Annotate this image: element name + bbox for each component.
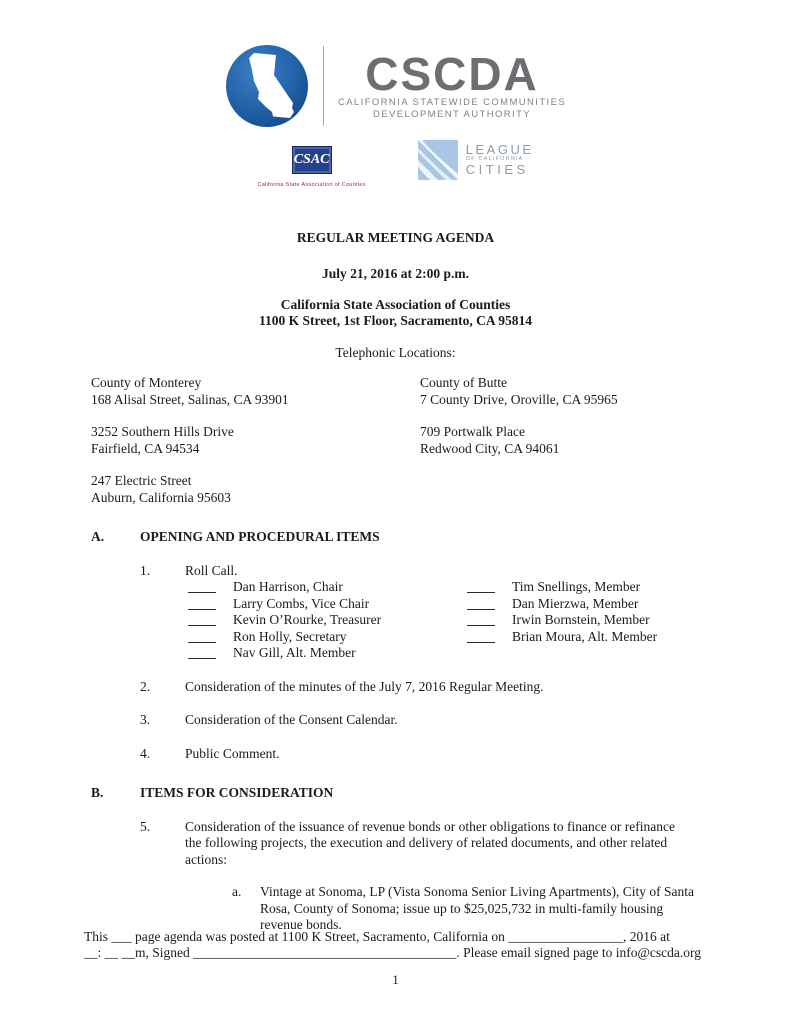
telephonic-locations-list [91,375,701,506]
rollcall-name: Ron Holly, Secretary [233,628,347,644]
header-logos [0,0,791,194]
rollcall-blank [188,579,216,593]
item-number: 1. [140,562,151,578]
item-text: Consideration of the Consent Calendar. [185,712,398,727]
rollcall-row [188,645,791,662]
item-number: 3. [140,712,151,727]
agenda-item-5 [140,819,791,869]
item-number: 4. [140,745,151,761]
posting-notice [84,929,724,961]
rollcall-row [188,629,791,646]
item-number: 2. [140,678,151,694]
venue-name: California State Association of Counties [280,296,511,312]
agenda-item-2 [140,679,791,696]
location-entry [420,375,701,408]
section-b-letter: B. [91,785,104,800]
item-text: Consideration of the issuance of revenue bonds or other obligations to finance or refinance the following projects, the execution and delivery of related documents, and other related actions: [185,818,675,867]
location-entry [91,473,420,506]
rollcall-blank [188,612,216,626]
league-line1: LEAGUE [465,142,534,157]
agenda-item-4 [140,746,791,763]
posting-notice-line2: __: __ __m, Signed _______________________________________. Please email signed page to info@cscda.org [84,945,701,960]
cscda-subtitle-line1: CALIFORNIA STATEWIDE COMMUNITIES [337,97,567,108]
location-row [91,375,701,408]
subitem-letter: a. [232,884,242,899]
california-globe-icon [225,44,309,128]
rollcall-row [188,612,791,629]
cscda-subtitle-line2: DEVELOPMENT AUTHORITY [372,109,532,120]
location-entry [91,375,420,408]
section-a-heading [91,529,791,546]
rollcall-name: Brian Moura, Alt. Member [512,628,658,644]
telephonic-locations-label: Telephonic Locations: [335,344,456,360]
location-line: County of Monterey [91,375,202,390]
rollcall-name: Kevin O’Rourke, Treasurer [233,612,382,627]
location-row [91,424,701,457]
subitem-text: Vintage at Sonoma, LP (Vista Sonoma Senior Living Apartments), City of Santa Rosa, County of Sonoma; issue up to $25,025,732 in multi-family housing revenue bonds. [260,884,694,932]
league-logo-text [466,143,534,177]
league-swoosh-icon [418,140,458,180]
section-b-title: ITEMS FOR CONSIDERATION [140,785,334,800]
rollcall-blank [467,596,495,610]
rollcall-blank [467,612,495,626]
csac-caption: California State Association of Counties [257,182,366,188]
league-line3: CITIES [465,162,529,177]
rollcall-blank [188,596,216,610]
agenda-item-5a [232,884,791,934]
location-line: Auburn, California 95603 [91,489,231,505]
item-text: Consideration of the minutes of the July 7, 2016 Regular Meeting. [185,678,544,694]
partner-logos [257,140,533,194]
league-logo [418,140,534,180]
venue-address: 1100 K Street, 1st Floor, Sacramento, CA 95814 [259,313,532,328]
location-entry [420,424,701,457]
rollcall-name: Dan Harrison, Chair [233,579,343,594]
meeting-title: REGULAR MEETING AGENDA [296,229,495,245]
location-line: 3252 Southern Hills Drive [91,424,234,439]
rollcall-row [188,579,791,596]
location-line: 168 Alisal Street, Salinas, CA 93901 [91,391,289,407]
location-row [91,473,701,506]
rollcall-name: Dan Mierzwa, Member [512,595,639,611]
section-b-heading [91,785,791,802]
location-line: Fairfield, CA 94534 [91,440,200,456]
cscda-acronym: CSCDA [365,48,539,100]
agenda-item-3 [140,712,791,729]
rollcall-blank [188,629,216,643]
rollcall-name: Larry Combs, Vice Chair [233,595,370,611]
cscda-logo [225,44,566,128]
section-a-letter: A. [91,529,105,544]
logo-divider [323,46,324,126]
item-number: 5. [140,818,151,834]
csac-icon [292,146,332,174]
section-a-title: OPENING AND PROCEDURAL ITEMS [140,529,380,544]
rollcall-label: Roll Call. [185,562,238,578]
rollcall-name: Irwin Bornstein, Member [512,612,650,627]
location-line: 709 Portwalk Place [420,424,525,439]
rollcall-row [188,596,791,613]
page-number: 1 [392,973,399,987]
location-line: 7 County Drive, Oroville, CA 95965 [420,391,618,407]
csac-acronym: CSAC [293,151,330,167]
location-entry [420,473,701,506]
league-line2: OF CALIFORNIA [465,156,524,162]
location-entry [91,424,420,457]
rollcall-blank [467,579,495,593]
item-text: Public Comment. [185,745,280,761]
cscda-logo-text [337,48,567,121]
csac-logo [257,146,365,194]
rollcall-name: Nav Gill, Alt. Member [233,645,356,660]
posting-notice-line1: This ___ page agenda was posted at 1100 K Street, Sacramento, California on _________________, 2016 at [84,929,670,944]
location-line: 247 Electric Street [91,473,192,488]
agenda-item-1 [140,563,791,580]
rollcall-blank [467,629,495,643]
meeting-datetime: July 21, 2016 at 2:00 p.m. [321,266,469,281]
rollcall-list [188,579,791,662]
rollcall-blank [188,645,216,659]
location-line: County of Butte [420,375,507,390]
rollcall-name: Tim Snellings, Member [512,579,641,594]
location-line: Redwood City, CA 94061 [420,440,560,456]
